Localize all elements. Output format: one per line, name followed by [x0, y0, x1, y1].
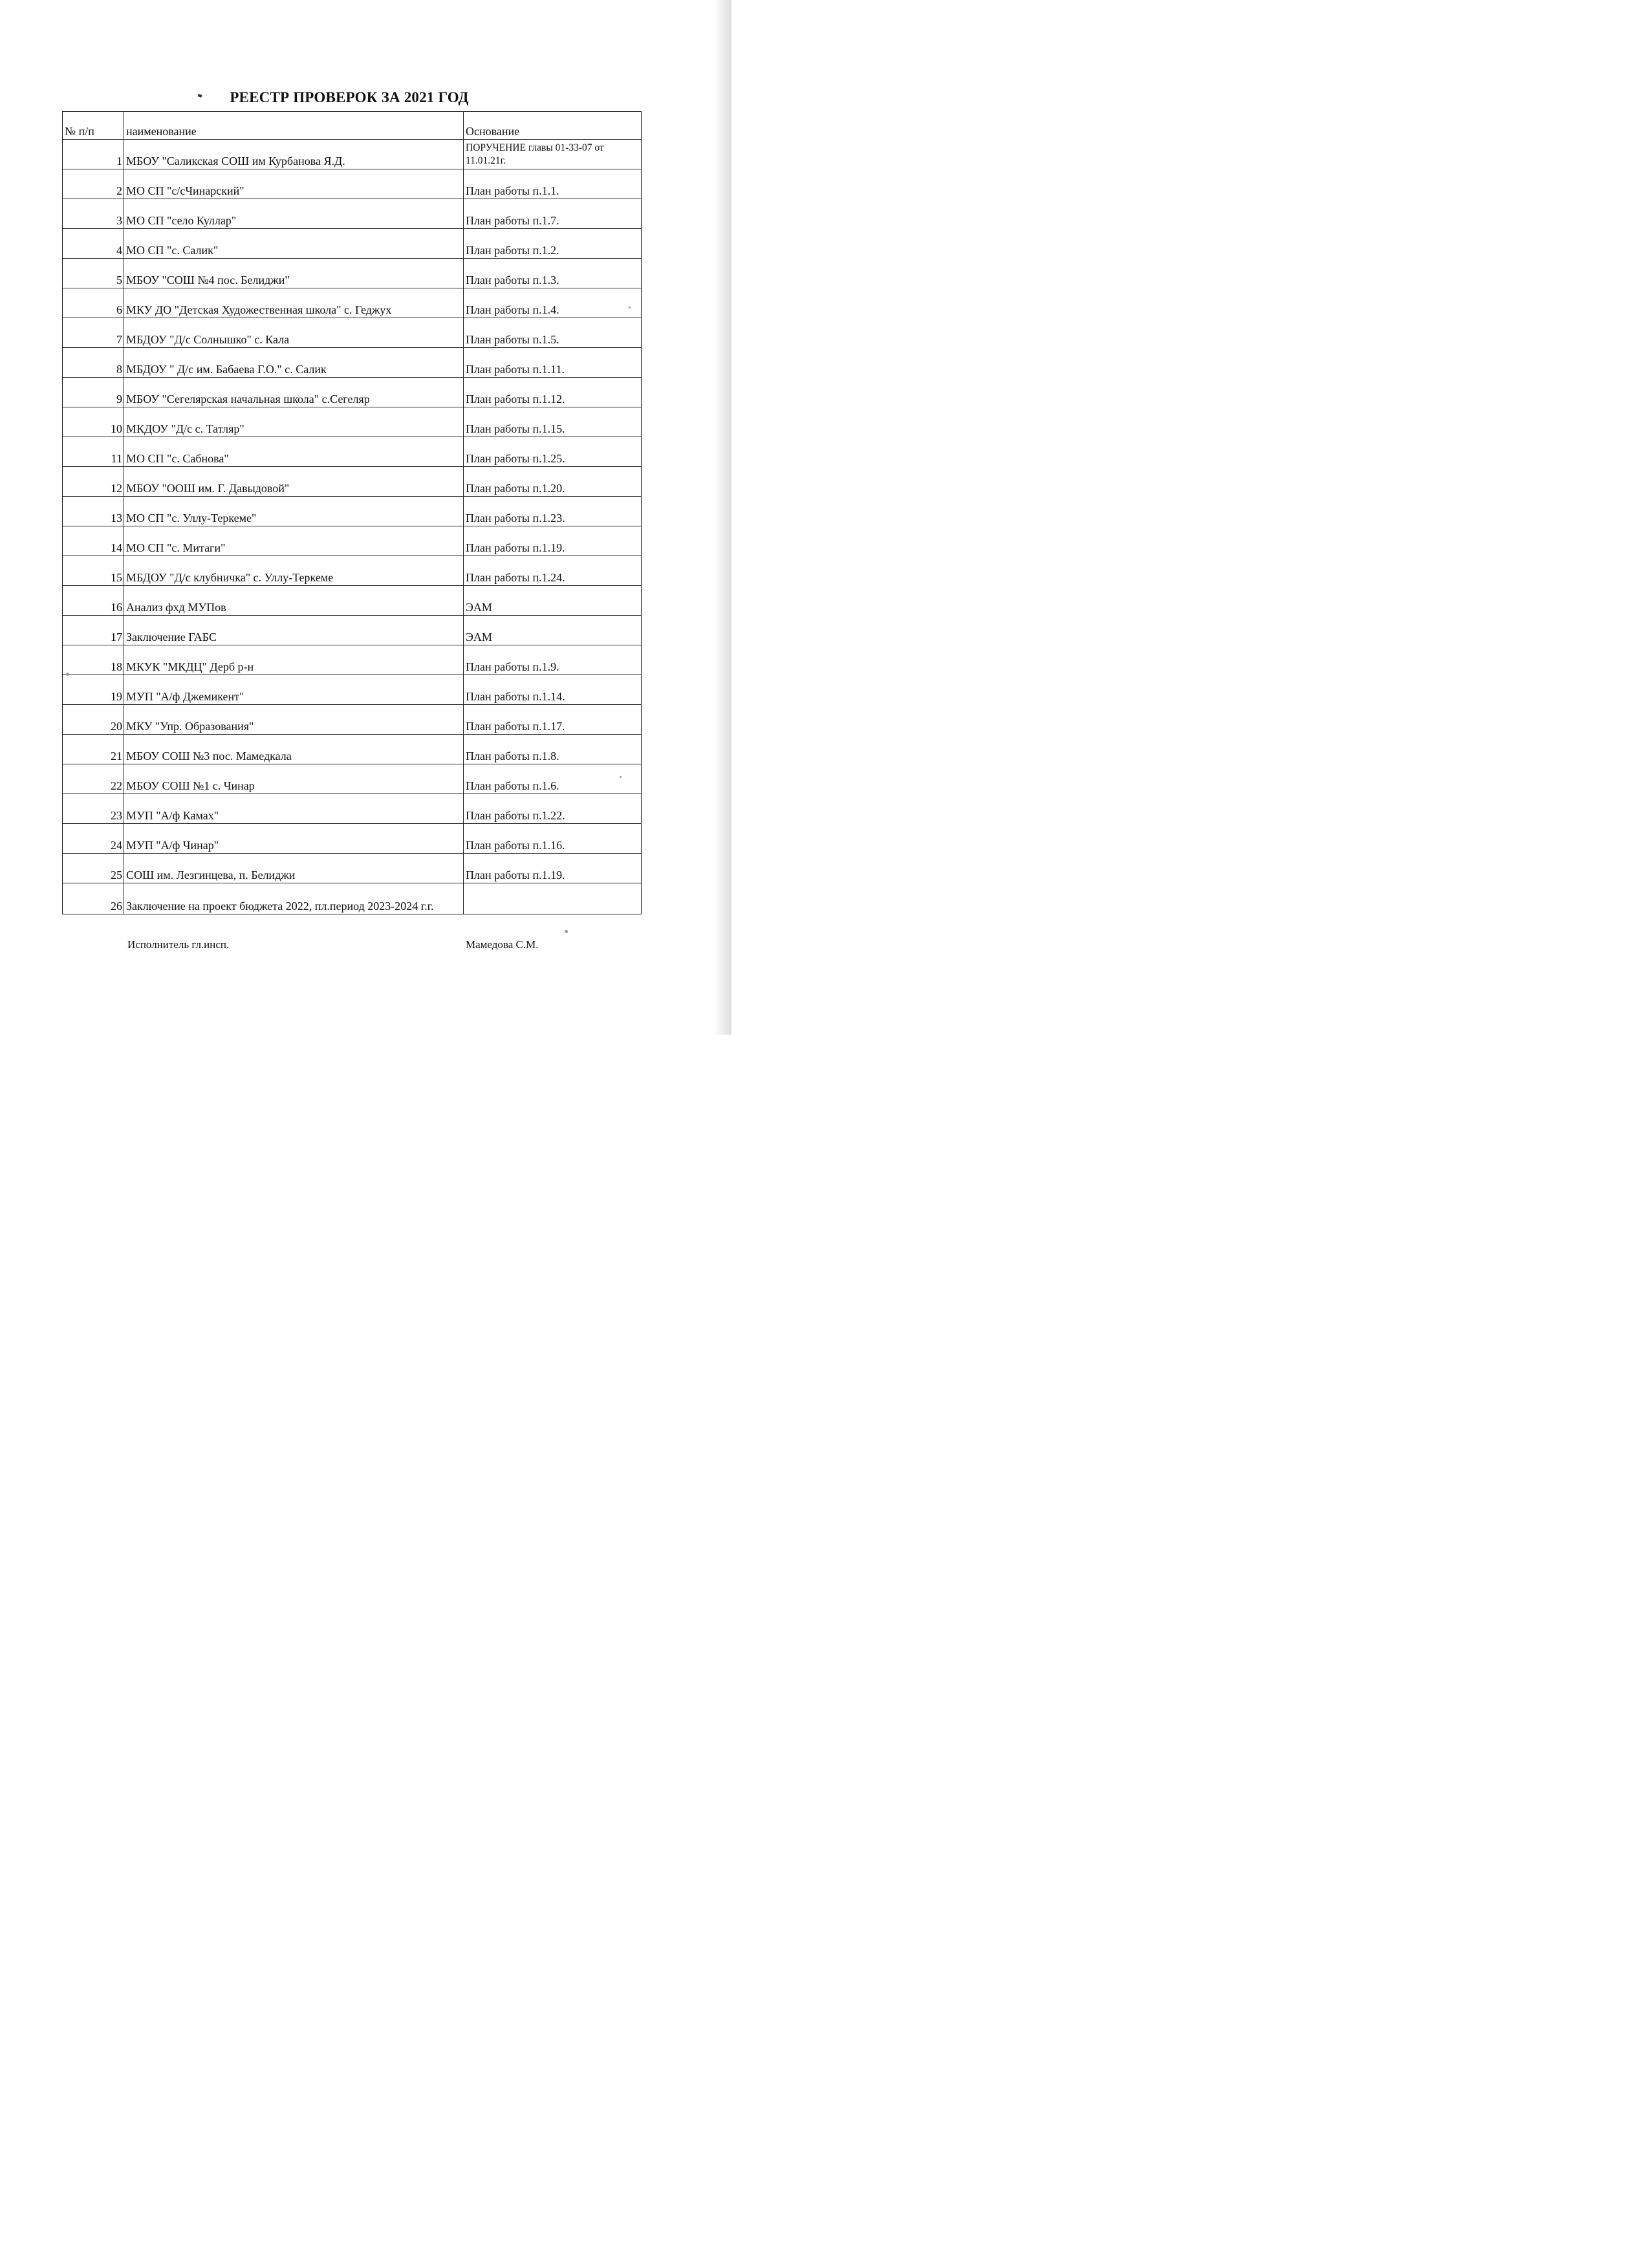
row-basis: План работы п.1.14.	[464, 675, 642, 705]
row-basis: План работы п.1.12.	[464, 378, 642, 407]
row-basis: План работы п.1.5.	[464, 318, 642, 348]
row-basis: План работы п.1.23.	[464, 497, 642, 526]
row-name: Анализ фхд МУПов	[124, 586, 464, 616]
page-edge-shadow	[713, 0, 731, 1035]
row-number: 5	[63, 259, 124, 288]
row-basis: План работы п.1.8.	[464, 735, 642, 764]
row-basis: План работы п.1.16.	[464, 824, 642, 854]
table-row	[63, 854, 642, 883]
row-number: 15	[63, 556, 124, 586]
row-basis: План работы п.1.7.	[464, 199, 642, 229]
row-name: МО СП "с. Митаги"	[124, 526, 464, 556]
row-basis: План работы п.1.15.	[464, 407, 642, 437]
row-number: 6	[63, 288, 124, 318]
column-header-number: № п/п	[63, 112, 124, 140]
table-row	[63, 705, 642, 735]
row-number: 18	[63, 645, 124, 675]
row-basis: План работы п.1.11.	[464, 348, 642, 378]
row-name: МБОУ "Саликская СОШ им Курбанова Я.Д.	[124, 140, 464, 169]
row-number: 17	[63, 616, 124, 645]
row-number: 20	[63, 705, 124, 735]
table-row	[63, 794, 642, 824]
document-title: РЕЕСТР ПРОВЕРОК ЗА 2021 ГОД	[230, 89, 469, 105]
row-name: МКУ ДО "Детская Художественная школа" с. Геджух	[124, 288, 464, 318]
row-name: МБДОУ "Д/с клубничка" с. Уллу-Теркеме	[124, 556, 464, 586]
table-row	[63, 824, 642, 854]
row-basis: План работы п.1.1.	[464, 169, 642, 199]
row-name: Заключение ГАБС	[124, 616, 464, 645]
executor-label: Исполнитель гл.инсп.	[127, 938, 230, 951]
row-name: МУП "А/ф Джемикент"	[124, 675, 464, 705]
row-name: МО СП "с. Сабнова"	[124, 437, 464, 467]
table-row	[63, 140, 642, 169]
row-number: 22	[63, 764, 124, 794]
row-basis: План работы п.1.19.	[464, 526, 642, 556]
row-number: 8	[63, 348, 124, 378]
row-name: МБОУ "СОШ №4 пос. Белиджи"	[124, 259, 464, 288]
row-number: 12	[63, 467, 124, 497]
table-row	[63, 616, 642, 645]
row-basis: План работы п.1.3.	[464, 259, 642, 288]
row-number: 25	[63, 854, 124, 883]
row-number: 7	[63, 318, 124, 348]
row-basis: План работы п.1.4.	[464, 288, 642, 318]
table-row	[63, 497, 642, 526]
row-number: 3	[63, 199, 124, 229]
row-basis: План работы п.1.19.	[464, 854, 642, 883]
row-basis: План работы п.1.24.	[464, 556, 642, 586]
scan-speck	[620, 776, 622, 778]
row-name: МБОУ "ООШ им. Г. Давыдовой"	[124, 467, 464, 497]
table-row	[63, 407, 642, 437]
row-name: МКДОУ "Д/с с. Татляр"	[124, 407, 464, 437]
row-number: 4	[63, 229, 124, 259]
table-row	[63, 556, 642, 586]
row-basis: ЭАМ	[464, 586, 642, 616]
table-row	[63, 467, 642, 497]
row-basis	[464, 883, 642, 914]
table-row	[63, 348, 642, 378]
row-name: МУП "А/ф Камах"	[124, 794, 464, 824]
row-number: 16	[63, 586, 124, 616]
row-number: 10	[63, 407, 124, 437]
row-name: МУП "А/ф Чинар"	[124, 824, 464, 854]
table-row	[63, 437, 642, 467]
table-row	[63, 259, 642, 288]
row-name: МБОУ СОШ №3 пос. Мамедкала	[124, 735, 464, 764]
row-basis: ПОРУЧЕНИЕ главы 01-33-07 от 11.01.21г.	[464, 140, 642, 169]
row-name: МО СП "с/сЧинарский"	[124, 169, 464, 199]
scan-speck	[629, 307, 631, 308]
row-number: 19	[63, 675, 124, 705]
row-name: Заключение на проект бюджета 2022, пл.период 2023-2024 г.г.	[124, 883, 464, 914]
row-number: 24	[63, 824, 124, 854]
table-row	[63, 318, 642, 348]
row-name: МБДОУ " Д/с им. Бабаева Г.О." с. Салик	[124, 348, 464, 378]
signatory-name: Мамедова С.М.	[466, 938, 539, 951]
row-number: 13	[63, 497, 124, 526]
row-basis: План работы п.1.6.	[464, 764, 642, 794]
row-name: МО СП "с. Салик"	[124, 229, 464, 259]
table-row	[63, 764, 642, 794]
row-name: СОШ им. Лезгинцева, п. Белиджи	[124, 854, 464, 883]
table-row	[63, 526, 642, 556]
row-basis: План работы п.1.20.	[464, 467, 642, 497]
table-row	[63, 169, 642, 199]
table-header-row	[63, 112, 642, 140]
row-name: МО СП "с. Уллу-Теркеме"	[124, 497, 464, 526]
table-row	[63, 586, 642, 616]
table-row	[63, 288, 642, 318]
row-number: 9	[63, 378, 124, 407]
column-header-name: наименование	[124, 112, 464, 140]
row-name: МКУК "МКДЦ" Дерб р-н	[124, 645, 464, 675]
row-name: МО СП "село Куллар"	[124, 199, 464, 229]
row-name: МБОУ СОШ №1 с. Чинар	[124, 764, 464, 794]
row-number: 11	[63, 437, 124, 467]
table-row	[63, 883, 642, 914]
row-name: МБОУ "Сегелярская начальная школа" с.Сегеляр	[124, 378, 464, 407]
table-row	[63, 675, 642, 705]
row-basis: План работы п.1.17.	[464, 705, 642, 735]
row-number: 14	[63, 526, 124, 556]
table-row	[63, 229, 642, 259]
table-row	[63, 378, 642, 407]
table-row	[63, 735, 642, 764]
table-body	[63, 112, 642, 914]
row-basis: План работы п.1.22.	[464, 794, 642, 824]
table-row	[63, 199, 642, 229]
inspection-registry-table	[62, 111, 642, 914]
scan-speck	[565, 930, 568, 933]
row-number: 2	[63, 169, 124, 199]
row-number: 26	[63, 883, 124, 914]
table-row	[63, 645, 642, 675]
row-basis: План работы п.1.9.	[464, 645, 642, 675]
row-number: 23	[63, 794, 124, 824]
row-name: МКУ "Упр. Образования"	[124, 705, 464, 735]
row-basis: План работы п.1.2.	[464, 229, 642, 259]
row-name: МБДОУ "Д/с Солнышко" с. Кала	[124, 318, 464, 348]
row-basis: ЭАМ	[464, 616, 642, 645]
scan-speck	[66, 673, 69, 676]
row-number: 21	[63, 735, 124, 764]
column-header-basis: Основание	[464, 112, 642, 140]
row-number: 1	[63, 140, 124, 169]
row-basis: План работы п.1.25.	[464, 437, 642, 467]
